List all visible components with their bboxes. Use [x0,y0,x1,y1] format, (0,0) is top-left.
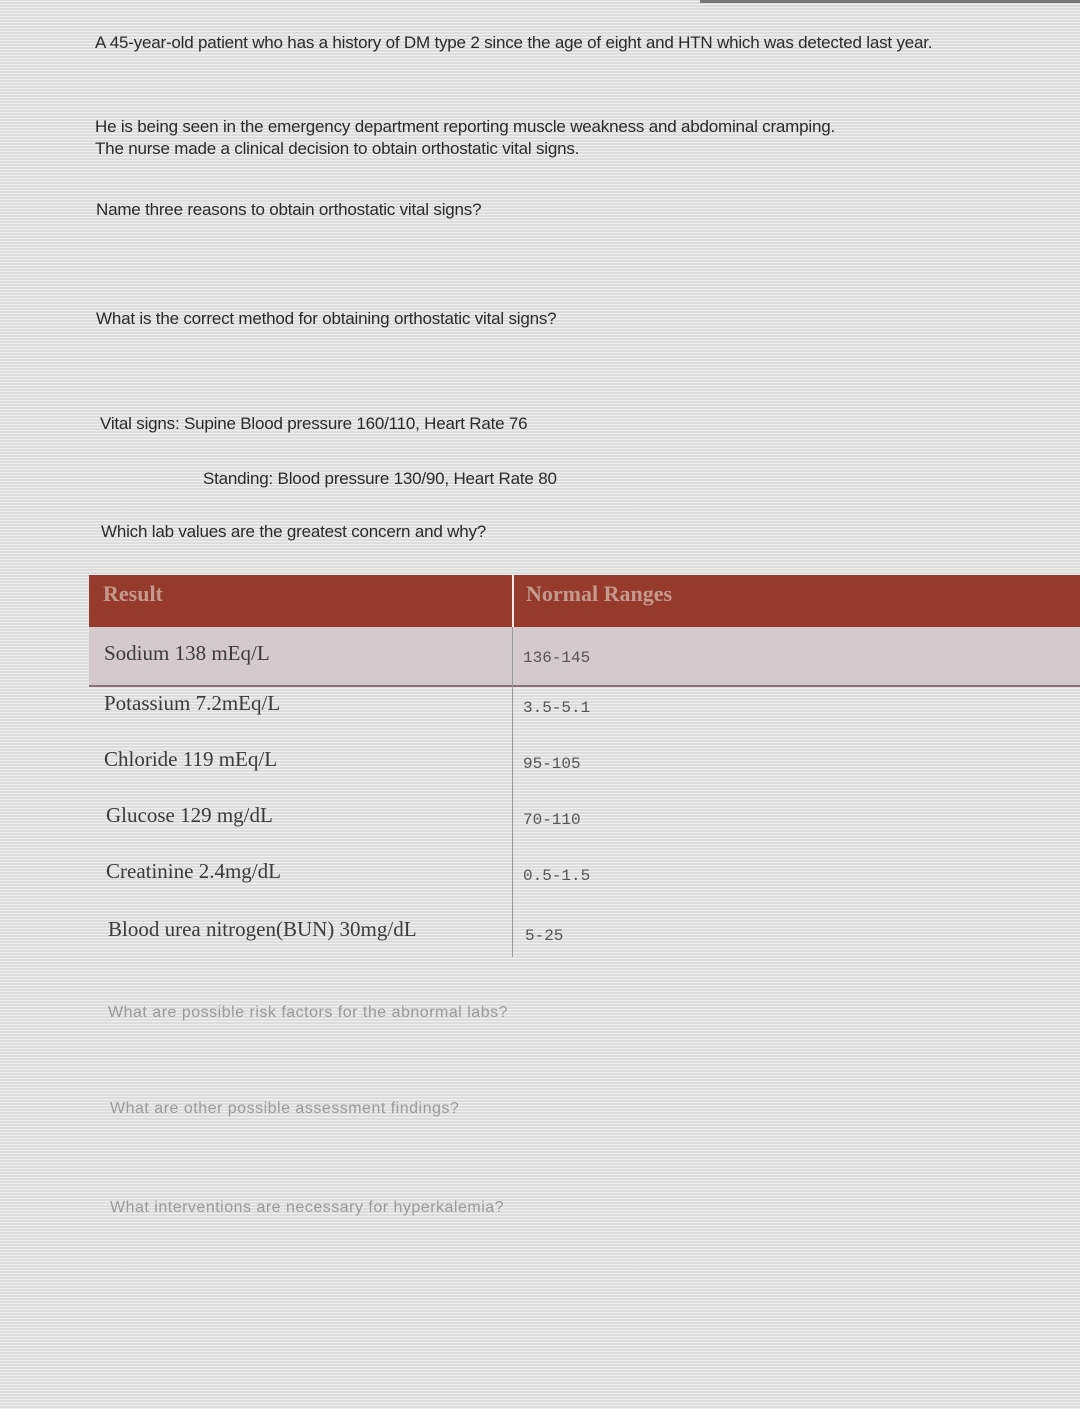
question-risk-factors: What are possible risk factors for the abnormal labs? [108,1004,508,1021]
range-cell: 5-25 [525,927,564,945]
vitals-supine: Vital signs: Supine Blood pressure 160/110, Heart Rate 76 [100,414,528,433]
range-cell: 95-105 [523,755,581,773]
table-row: Sodium 138 mEq/L [104,641,270,665]
presentation-line-2: The nurse made a clinical decision to obtain orthostatic vital signs. [95,139,580,158]
column-divider [512,627,513,957]
range-cell: 70-110 [523,811,581,829]
presentation-line-1: He is being seen in the emergency department reporting muscle weakness and abdominal cramping. [95,117,836,136]
table-row: Potassium 7.2mEq/L [104,691,281,715]
range-cell: 136-145 [523,649,591,667]
range-cell: 3.5-5.1 [523,699,591,717]
case-presentation [95,116,1055,160]
table-header [89,575,1080,627]
table-row: Chloride 119 mEq/L [104,747,278,771]
question-lab-concern: Which lab values are the greatest concern and why? [101,522,487,541]
question-method: What is the correct method for obtaining orthostatic vital signs? [96,309,557,328]
table-row: Glucose 129 mg/dL [106,803,273,827]
table-row: Blood urea nitrogen(BUN) 30mg/dL [108,917,417,941]
question-assessment-findings: What are other possible assessment findings? [110,1100,460,1117]
table-row: Creatinine 2.4mg/dL [106,859,281,883]
header-result: Result [103,581,163,606]
range-cell: 0.5-1.5 [523,867,591,885]
case-intro: A 45-year-old patient who has a history of DM type 2 since the age of eight and HTN which was detected last year. [95,33,933,52]
top-border-line [700,0,1080,3]
question-interventions: What interventions are necessary for hyperkalemia? [110,1199,505,1216]
lab-results-table [89,575,1080,960]
header-normal-ranges: Normal Ranges [526,581,673,606]
vitals-standing: Standing: Blood pressure 130/90, Heart Rate 80 [203,469,557,488]
header-divider [512,575,514,627]
question-reasons: Name three reasons to obtain orthostatic vital signs? [96,200,482,219]
